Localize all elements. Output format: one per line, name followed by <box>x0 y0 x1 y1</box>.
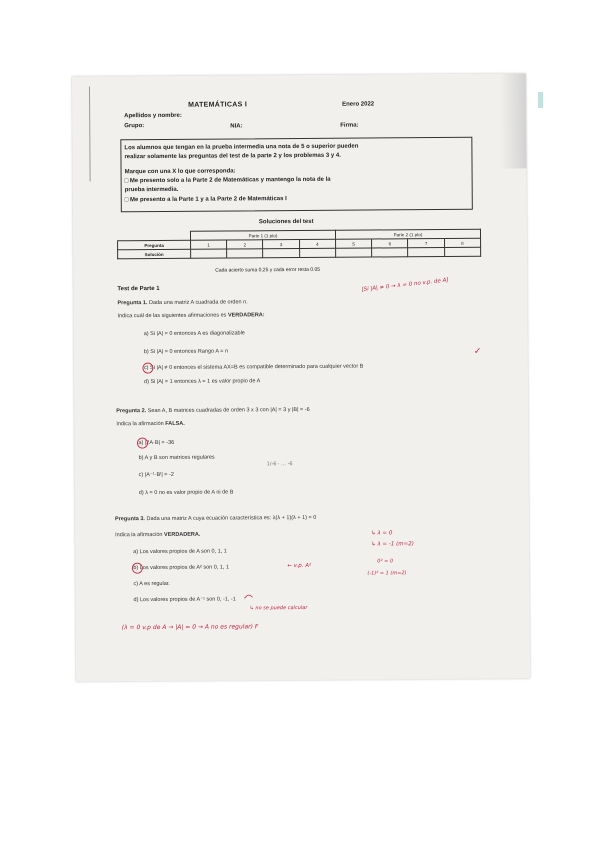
q3-note-lambda-minus-one: ↳ λ = -1 (m=2) <box>371 541 414 548</box>
question-1-option-c[interactable]: c) Si |A| ≠ 0 entonces el sistema AX=B es compatible determinado para cualquier vector B <box>143 363 364 372</box>
q2-pencil-note: 1/-6 · ... -6 <box>266 461 293 468</box>
signature-label: Firma: <box>340 122 359 129</box>
q3-note-lambda-zero: ↳ λ = 0 <box>371 530 393 537</box>
q1-answer-circle <box>143 363 153 373</box>
option-2-checkbox[interactable]: □ Me presento a la Parte 1 y a la Parte 2 de Matemáticas I <box>124 196 287 204</box>
question-3-title: Pregunta 3. <box>114 516 145 523</box>
question-1-option-a[interactable]: a) Si |A| = 0 entonces A es diagonalizable <box>143 330 245 338</box>
question-2-title: Pregunta 2. <box>116 408 147 415</box>
question-number: 5 <box>335 239 371 248</box>
question-3-text: Dada una matriz A cuya ecuación característica es: λ(λ + 1)(λ + 1) = 0 <box>146 514 317 523</box>
question-2-option-c[interactable]: c) |A⁻¹·Bᵗ| = -2 <box>138 471 174 479</box>
group-label: Grupo: <box>124 123 145 130</box>
question-1-text: Dada una matriz A cuadrada de orden n. <box>148 299 248 307</box>
question-1-prompt-keyword: VERDADERA: <box>227 312 265 319</box>
option-1-continuation: prueba intermedia. <box>124 186 179 194</box>
question-1-prompt-text: Indica cuál de las siguientes afirmaciones es <box>117 312 227 320</box>
nia-label: NIA: <box>230 123 243 130</box>
test-heading: Test de Parte 1 <box>117 285 160 293</box>
question-number: 1 <box>191 240 227 249</box>
exam-date: Enero 2022 <box>342 101 375 108</box>
question-2-option-d[interactable]: d) λ = 0 no es valor propio de A ni de B <box>138 489 234 497</box>
q2-answer-circle <box>137 438 147 448</box>
part-1-header: Parte 1 (1 pto) <box>190 230 335 240</box>
q3-note-zero-squared: 0² = 0 <box>377 558 394 565</box>
question-1-title: Pregunta 1. <box>117 300 148 307</box>
instructions-line-1: Los alumnos que tengan en la prueba intermedia una nota de 5 o superior pueden <box>124 143 359 152</box>
red-pen-marks <box>72 73 530 681</box>
question-3-option-a[interactable]: a) Los valores propios de A son 0, 1, 1 <box>133 548 227 556</box>
question-3-prompt-keyword: VERDADERA. <box>163 531 201 538</box>
question-number: 7 <box>408 238 444 247</box>
question-2-text: Sean A, B matrices cuadradas de orden 3 x 3 con |A| = 3 y |B| = -6 <box>147 406 310 415</box>
q3-note-eigenvalues-a2: ← v.p. A² <box>287 562 312 570</box>
exam-title: MATEMÁTICAS I <box>188 101 248 109</box>
q3-exponent-mark <box>245 595 253 598</box>
question-1-option-d[interactable]: d) Si |A| = 1 entonces λ = 1 es valor propio de A <box>144 378 261 386</box>
question-number: 2 <box>227 240 263 249</box>
question-3-option-d[interactable]: d) Los valores propios de A⁻¹ son 0, -1, -1 <box>133 596 236 604</box>
solutions-title: Soluciones del test <box>258 218 314 226</box>
question-number: 6 <box>372 239 408 248</box>
question-number: 8 <box>444 238 480 247</box>
question-3-option-c[interactable]: c) A es regular. <box>133 580 170 588</box>
question-number: 4 <box>299 239 335 248</box>
q3-answer-circle <box>132 563 142 573</box>
question-row-label: Pregunta <box>118 240 191 250</box>
instructions-line-3: Marque con una X lo que corresponda: <box>124 168 236 176</box>
q3-note-cannot-compute: ↳ no se puede calcular <box>249 604 308 612</box>
name-label: Apellidos y nombre: <box>124 112 182 120</box>
question-3-option-b[interactable]: b) Los valores propios de A² son 0, 1, 1 <box>133 564 230 572</box>
question-number: 3 <box>263 240 299 249</box>
question-2-option-a[interactable]: a) |2A·B| = -36 <box>138 439 175 447</box>
page-edge-mark <box>538 92 543 108</box>
part-2-header: Parte 2 (1 pto) <box>335 229 480 239</box>
q3-handwritten-conclusion: (λ = 0 v.p de A → |A| = 0 → A no es regular) F <box>121 623 259 632</box>
q1-handwritten-note: [Si |A| ≠ 0 → λ = 0 no v.p. de A] <box>361 277 449 294</box>
scoring-note: Cada acierto suma 0,25 y cada error resta 0.05 <box>215 266 321 274</box>
q3-note-minus-one-squared: (-1)² = 1 (m=2) <box>367 570 407 577</box>
checkmark-icon: ✓ <box>473 346 482 357</box>
question-3-prompt-text: Indica la afirmación <box>115 531 163 539</box>
question-2-prompt-text: Indica la afirmación <box>116 420 164 428</box>
question-2-option-b[interactable]: b) A y B son matrices regulares <box>138 454 215 462</box>
question-1-option-b[interactable]: b) Si |A| = 0 entonces Rango A = n <box>143 348 229 356</box>
instructions-line-2: realizar solamente las preguntas del test de la parte 2 y los problemas 3 y 4. <box>124 152 341 161</box>
solution-row-label: Solución <box>118 249 191 259</box>
question-2-prompt-keyword: FALSA. <box>165 420 185 427</box>
option-1-checkbox[interactable]: □ Me presento solo a la Parte 2 de Matemáticas y mantengo la nota de la <box>124 176 331 185</box>
exam-sheet <box>72 73 530 681</box>
